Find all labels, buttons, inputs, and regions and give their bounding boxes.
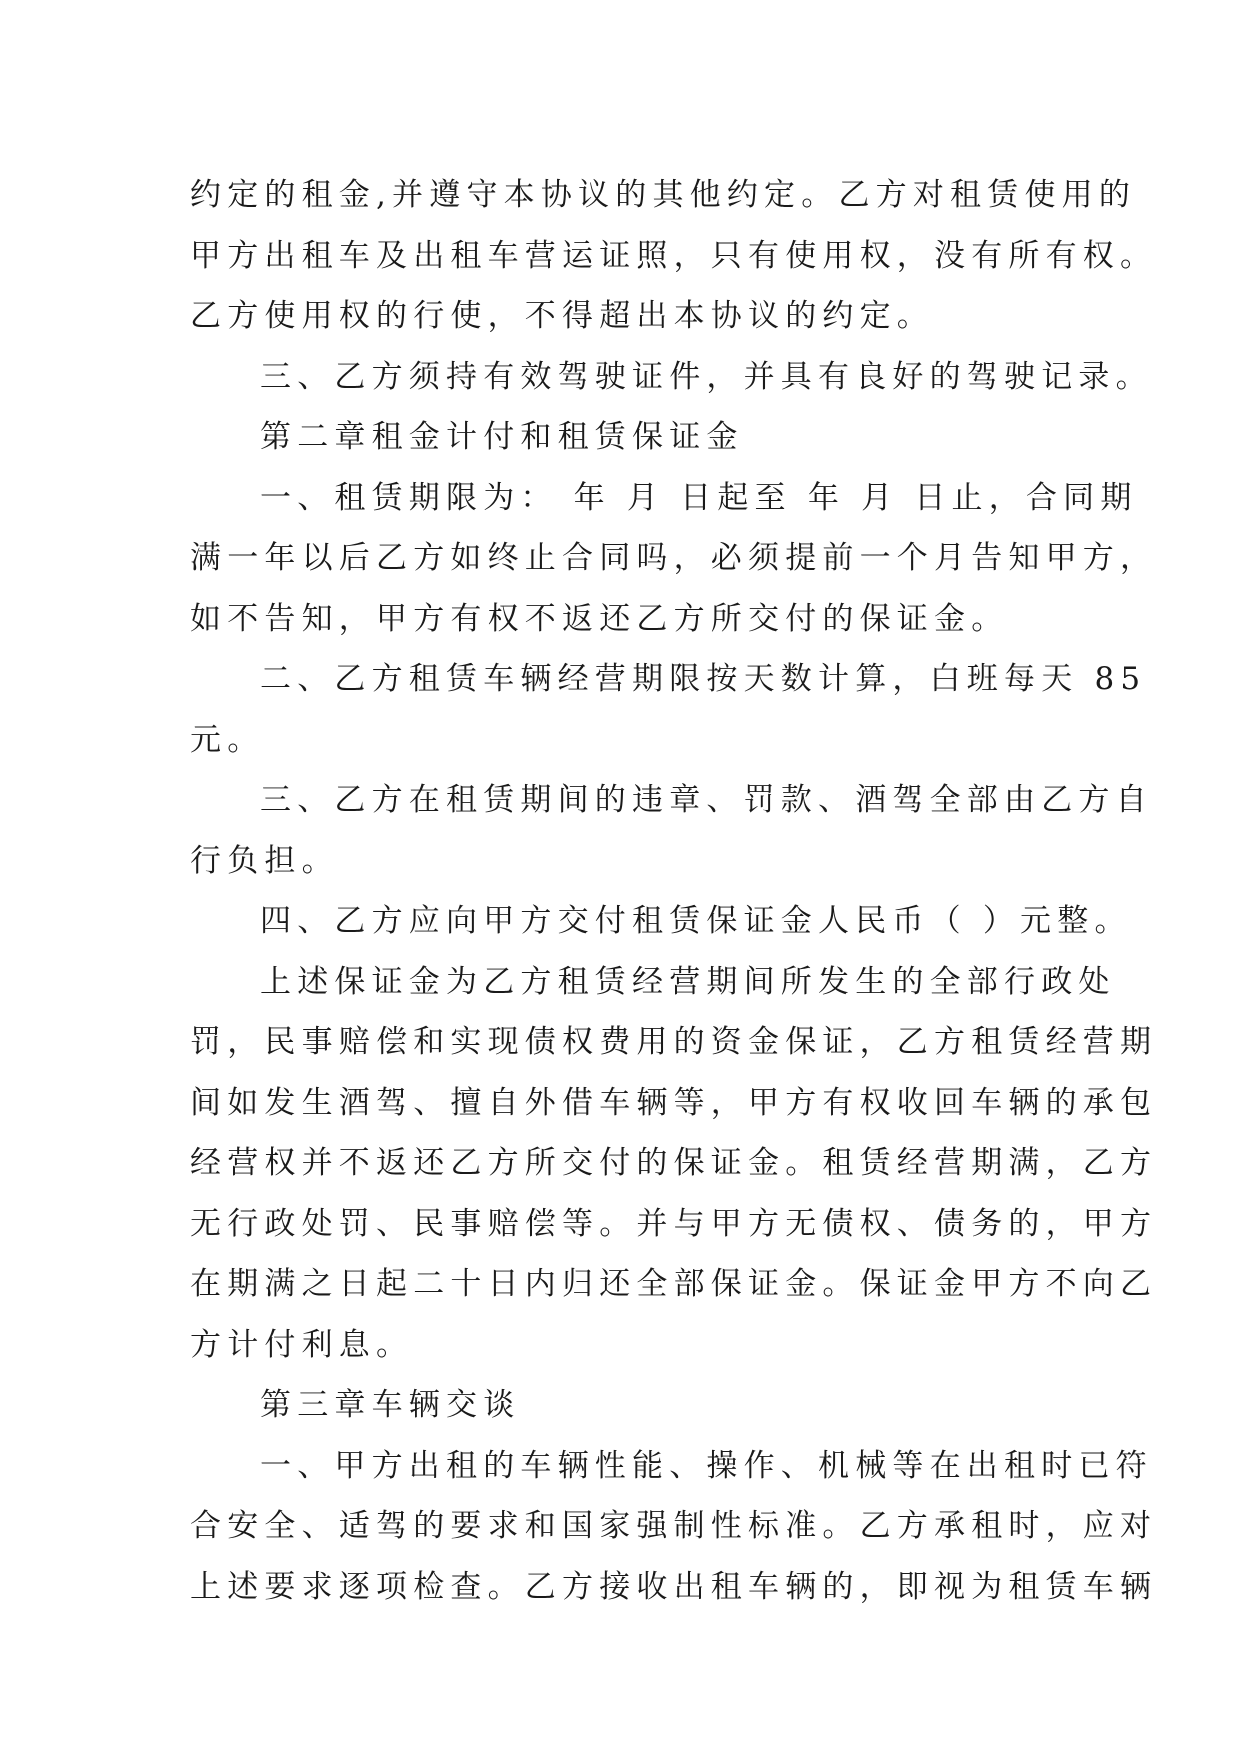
document-body (190, 165, 1158, 1617)
text-line: 合安全、适驾的要求和国家强制性标准。乙方承租时，应对 (190, 1508, 1158, 1544)
text-line: 上述保证金为乙方租赁经营期间所发生的全部行政处 (260, 963, 1116, 1000)
text-line: 一、租赁期限为： 年 月 日起至 年 月 日止，合同期 (260, 479, 1138, 516)
text-line: 二、乙方租赁车辆经营期限按天数计算，白班每天 85 (260, 661, 1147, 697)
text-line: 在期满之日起二十日内归还全部保证金。保证金甲方不向乙 (190, 1266, 1158, 1302)
text-line: 一、甲方出租的车辆性能、操作、机械等在出租时已符 (260, 1447, 1153, 1484)
text-line: 间如发生酒驾、擅自外借车辆等，甲方有权收回车辆的承包 (190, 1084, 1158, 1121)
chapter-heading: 第二章租金计付和租赁保证金 (260, 419, 744, 455)
text-line: 甲方出租车及出租车营运证照，只有使用权，没有所有权。 (190, 237, 1158, 274)
text-line: 三、乙方在租赁期间的违章、罚款、酒驾全部由乙方自 (260, 782, 1153, 818)
text-line: 乙方使用权的行使，不得超出本协议的约定。 (190, 298, 934, 334)
text-line: 上述要求逐项检查。乙方接收出租车辆的，即视为租赁车辆 (190, 1568, 1158, 1605)
text-line: 方计付利息。 (190, 1326, 414, 1363)
text-line: 经营权并不返还乙方所交付的保证金。租赁经营期满，乙方 (190, 1145, 1158, 1181)
text-line: 三、乙方须持有效驾驶证件，并具有良好的驾驶记录。 (260, 358, 1153, 395)
text-line: 约定的租金,并遵守本协议的其他约定。乙方对租赁使用的 (190, 177, 1137, 213)
text-line: 罚，民事赔偿和实现债权费用的资金保证，乙方租赁经营期 (190, 1024, 1158, 1060)
text-line: 元。 (190, 721, 265, 758)
chapter-heading: 第三章车辆交谈 (260, 1387, 521, 1423)
text-line: 如不告知，甲方有权不返还乙方所交付的保证金。 (190, 600, 1009, 637)
text-line: 四、乙方应向甲方交付租赁保证金人民币（ ）元整。 (260, 903, 1132, 939)
text-line: 无行政处罚、民事赔偿等。并与甲方无债权、债务的，甲方 (190, 1205, 1158, 1242)
text-line: 满一年以后乙方如终止合同吗，必须提前一个月告知甲方， (190, 540, 1158, 576)
text-line: 行负担。 (190, 842, 339, 879)
